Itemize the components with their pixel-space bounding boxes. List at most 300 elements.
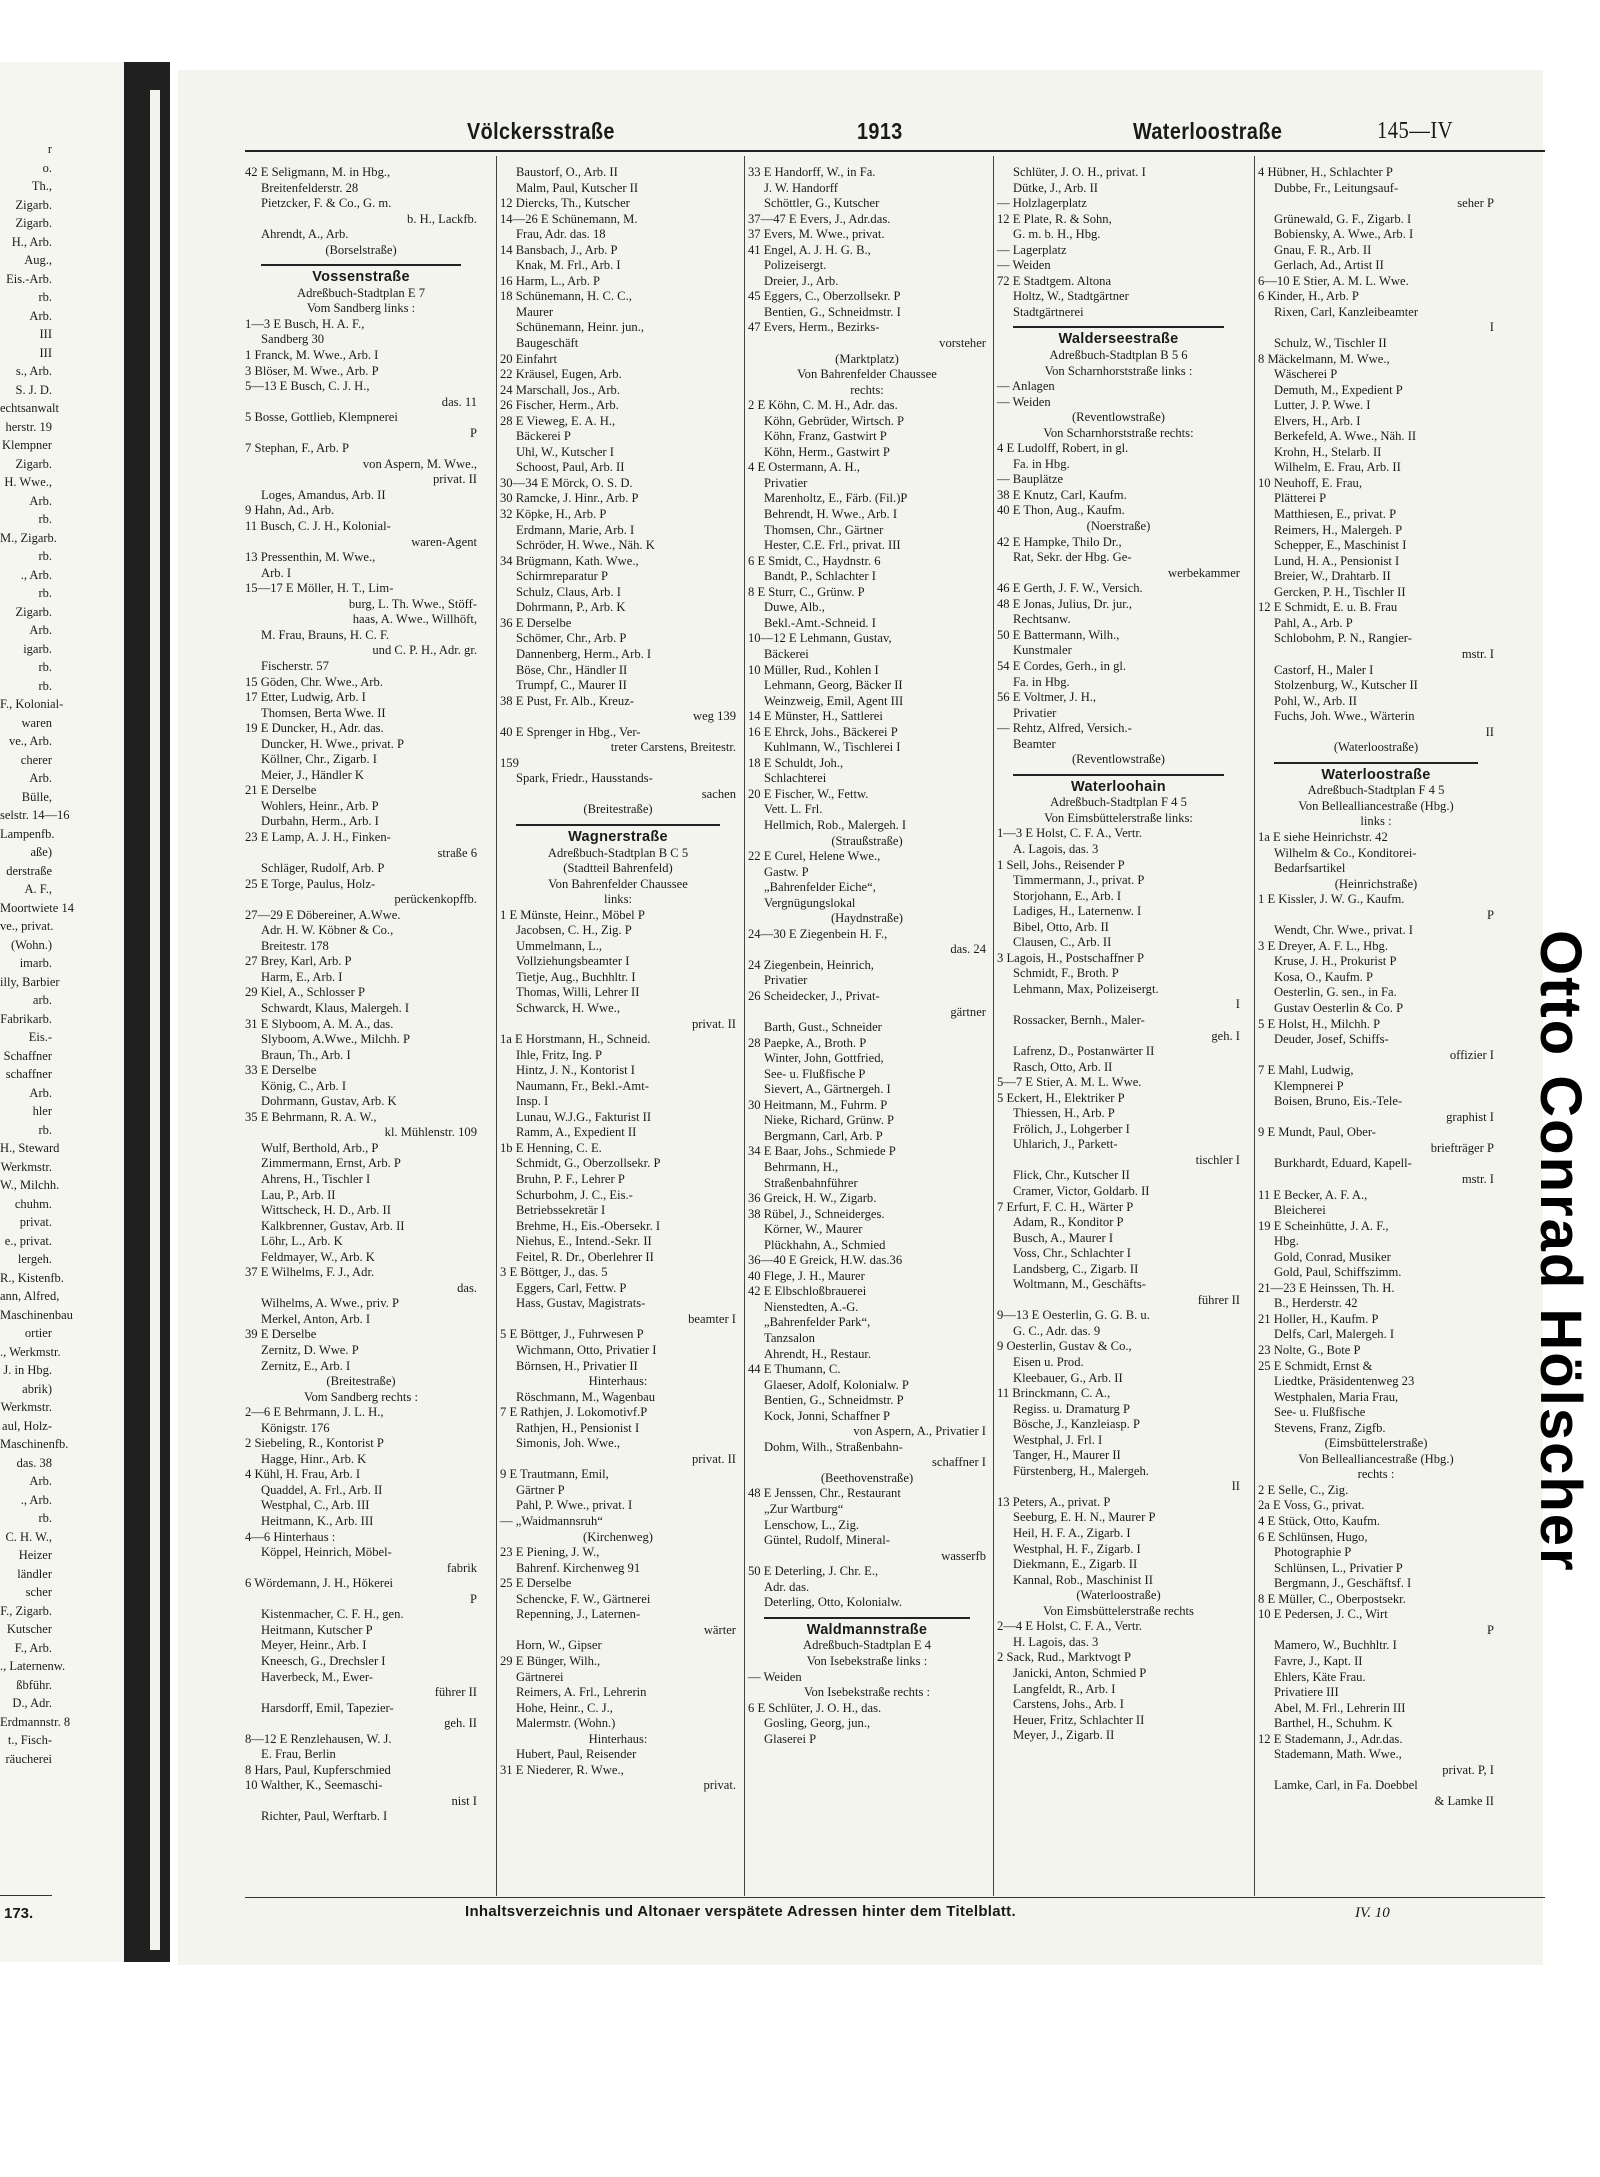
directory-entry: 33 E Handorff, W., in Fa. xyxy=(748,165,876,179)
directory-entry: 6 E Schlüter, J. O. H., das. xyxy=(748,1700,882,1715)
directory-entry: 7 Stephan, F., Arb. P xyxy=(245,441,349,456)
fragment-line: räucherei xyxy=(5,1751,52,1766)
directory-entry: 8 Hars, Paul, Kupferschmied xyxy=(245,1762,391,1777)
directory-entry: 37—47 E Evers, J., Adr.das. xyxy=(748,211,891,226)
entry-continuation: weg 139 xyxy=(692,709,736,724)
directory-entry: Wichmann, Otto, Privatier I xyxy=(516,1343,657,1358)
directory-entry: 26 Fischer, Herm., Arb. xyxy=(500,398,619,413)
directory-entry: Börnsen, H., Privatier II xyxy=(516,1358,638,1373)
directory-entry: Bruhn, P. F., Lehrer P xyxy=(516,1172,625,1186)
directory-entry: Feitel, R. Dr., Oberlehrer II xyxy=(516,1249,654,1264)
fragment-line: Schaffner xyxy=(3,1048,52,1063)
directory-entry: Kalkbrenner, Gustav, Arb. II xyxy=(261,1218,405,1233)
directory-entry: Schmidt, G., Oberzollsekr. P xyxy=(516,1156,661,1171)
directory-entry: „Bahrenfelder Park“, xyxy=(764,1315,871,1330)
fragment-line: t., Fisch- xyxy=(7,1733,52,1747)
directory-entry: 2 Sack, Rud., Marktvogt P xyxy=(997,1650,1131,1665)
directory-entry: 42 E Hampke, Thilo Dr., xyxy=(997,534,1122,549)
directory-entry: Köppel, Heinrich, Möbel- xyxy=(261,1545,392,1560)
directory-entry: Feldmayer, W., Arb. K xyxy=(261,1249,375,1264)
directory-entry: 25 E Torge, Paulus, Holz- xyxy=(245,876,376,891)
directory-entry: Tanger, H., Maurer II xyxy=(1013,1448,1121,1463)
fragment-line: Th., xyxy=(31,179,52,193)
entry-continuation: führer II xyxy=(434,1685,477,1700)
directory-entry: 37 Evers, M. Wwe., privat. xyxy=(748,227,885,242)
directory-entry: 4 Kühl, H. Frau, Arb. I xyxy=(245,1467,361,1482)
directory-note: rechts : xyxy=(1357,1467,1395,1482)
directory-entry: Landsberg, C., Zigarb. II xyxy=(1013,1261,1139,1276)
directory-entry: Bedarfsartikel xyxy=(1274,861,1346,876)
fragment-line: C. H. W., xyxy=(5,1529,52,1544)
directory-entry: G. m. b. H., Hbg. xyxy=(1013,227,1101,242)
directory-entry: 23 E Piening, J. W., xyxy=(500,1545,600,1560)
directory-entry: Westphal, H. F., Zigarb. I xyxy=(1013,1541,1141,1556)
directory-entry: Grünewald, G. F., Zigarb. I xyxy=(1274,211,1412,226)
fragment-line: hler xyxy=(32,1104,52,1118)
directory-entry: Clausen, C., Arb. II xyxy=(1013,935,1112,950)
directory-entry: Bibel, Otto, Arb. II xyxy=(1013,919,1109,934)
entry-continuation: I xyxy=(1235,997,1240,1012)
entry-continuation: fabrik xyxy=(446,1560,477,1575)
directory-entry: Thiessen, H., Arb. P xyxy=(1013,1106,1115,1121)
fragment-line: scher xyxy=(25,1585,52,1599)
entry-continuation: & Lamke II xyxy=(1434,1793,1494,1808)
directory-entry: Naumann, Fr., Bekl.-Amt- xyxy=(516,1078,649,1093)
directory-entry: 37 E Wilhelms, F. J., Adr. xyxy=(245,1265,375,1280)
header-rule xyxy=(245,150,1545,152)
directory-entry: Wäscherei P xyxy=(1274,367,1338,382)
directory-entry: Abel, M. Frl., Lehrerin III xyxy=(1274,1700,1406,1715)
directory-entry: Fürstenberg, H., Malergeh. xyxy=(1013,1463,1149,1478)
directory-entry: Reimers, H., Malergeh. P xyxy=(1274,522,1403,537)
section-rule xyxy=(1013,774,1224,776)
directory-entry: Lenschow, L., Zig. xyxy=(764,1517,860,1532)
directory-note: Adreßbuch-Stadtplan F 4 5 xyxy=(1307,783,1445,798)
directory-entry: Köhn, Gebrüder, Wirtsch. P xyxy=(764,413,905,428)
left-fragment-rule xyxy=(0,1895,52,1896)
directory-entry: Heitmann, Kutscher P xyxy=(261,1622,373,1637)
directory-entry: Wohlers, Heinr., Arb. P xyxy=(261,798,379,813)
directory-entry: Reimers, A. Frl., Lehrerin xyxy=(516,1685,647,1700)
directory-entry: 42 E Elbschloßbrauerei xyxy=(748,1284,867,1299)
directory-entry: 28 E Vieweg, E. A. H., xyxy=(500,413,616,428)
directory-entry: Kneesch, G., Drechsler I xyxy=(261,1653,386,1668)
directory-entry: Böse, Chr., Händler II xyxy=(516,662,628,677)
fragment-line: Arb. xyxy=(29,1474,52,1488)
directory-entry: 24 Marschall, Jos., Arb. xyxy=(500,382,620,397)
directory-entry: 14 E Münster, H., Sattlerei xyxy=(748,709,883,724)
directory-entry: Voss, Chr., Schlachter I xyxy=(1013,1246,1131,1261)
directory-note: Hinterhaus: xyxy=(588,1731,648,1746)
directory-entry: Dohrmann, Gustav, Arb. K xyxy=(261,1094,397,1109)
directory-entry: J. W. Handorff xyxy=(764,180,838,195)
directory-entry: 36 Greick, H. W., Zigarb. xyxy=(748,1191,877,1206)
directory-entry: Bleicherei xyxy=(1274,1203,1326,1218)
entry-continuation: treter Carstens, Breitestr. xyxy=(610,740,736,755)
directory-entry: Tanzsalon xyxy=(764,1331,815,1346)
directory-entry: Schencke, F. W., Gärtnerei xyxy=(516,1591,651,1606)
directory-entry: Plückhahn, A., Schmied xyxy=(764,1237,886,1252)
fragment-line: rb. xyxy=(38,549,52,563)
directory-entry: Schulz, Claus, Arb. I xyxy=(516,584,621,599)
directory-entry: 1 Franck, M. Wwe., Arb. I xyxy=(245,348,379,363)
directory-entry: Gercken, P. H., Tischler II xyxy=(1274,584,1406,599)
directory-entry: 34 Brügmann, Kath. Wwe., xyxy=(500,553,639,568)
directory-entry: 7 Erfurt, F. C. H., Wärter P xyxy=(997,1199,1134,1214)
directory-entry: 5—13 E Busch, C. J. H., xyxy=(245,379,370,394)
directory-entry: 8 Mäckelmann, M. Wwe., xyxy=(1258,351,1390,366)
directory-entry: 30 Heitmann, M., Fuhrm. P xyxy=(748,1097,888,1112)
fragment-line: ve., Arb. xyxy=(8,734,52,748)
fragment-line: Klempner xyxy=(2,438,52,452)
directory-entry: Glaeser, Adolf, Kolonialw. P xyxy=(764,1377,909,1392)
directory-entry: 48 E Jenssen, Chr., Restaurant xyxy=(748,1486,901,1501)
directory-entry: Bentien, G., Schneidmstr. P xyxy=(764,1393,904,1408)
directory-entry: Carstens, Johs., Arb. I xyxy=(1013,1697,1124,1712)
entry-continuation: gärtner xyxy=(950,1004,986,1019)
fragment-line: Arb. xyxy=(29,623,52,637)
directory-entry: 10 E Pedersen, J. C., Wirt xyxy=(1258,1607,1388,1622)
directory-entry: Regiss. u. Dramaturg P xyxy=(1013,1401,1130,1416)
directory-note: Adreßbuch-Stadtplan F 4 5 xyxy=(1050,795,1187,810)
directory-entry: 21 E Derselbe xyxy=(245,783,317,798)
directory-entry: Pohl, W., Arb. II xyxy=(1274,693,1357,708)
directory-entry: 8 E Sturr, C., Grünw. P xyxy=(748,584,865,599)
directory-note: (Haydnstraße) xyxy=(830,911,904,926)
directory-entry: Stevens, Franz, Zigfb. xyxy=(1274,1420,1386,1435)
directory-entry: 24 Ziegenbein, Heinrich, xyxy=(748,957,874,972)
fragment-line: igarb. xyxy=(23,641,52,656)
directory-entry: 5—7 E Stier, A. M. L. Wwe. xyxy=(997,1075,1142,1090)
entry-continuation: burg, L. Th. Wwe., Stöff- xyxy=(348,596,477,611)
directory-note: links: xyxy=(604,892,632,907)
directory-entry: 3 E Dreyer, A. F. L., Hbg. xyxy=(1258,938,1389,953)
directory-entry: Königstr. 176 xyxy=(261,1420,330,1435)
directory-entry: 1 E Kissler, J. W. G., Kaufm. xyxy=(1258,892,1405,907)
directory-entry: Köllner, Chr., Zigarb. I xyxy=(261,752,377,767)
directory-entry: Barthel, H., Schuhm. K xyxy=(1274,1716,1393,1731)
directory-note: rechts: xyxy=(850,382,884,397)
directory-entry: Heuer, Fritz, Schlachter II xyxy=(1013,1712,1145,1727)
directory-entry: Niehus, E., Intend.-Sekr. II xyxy=(516,1234,652,1249)
directory-entry: Harsdorff, Emil, Tapezier- xyxy=(261,1700,394,1715)
directory-entry: Weinzweig, Emil, Agent III xyxy=(764,693,904,708)
fragment-line: III xyxy=(39,327,52,341)
directory-entry: Lau, P., Arb. II xyxy=(261,1187,336,1202)
directory-entry: 9—13 E Oesterlin, G. G. B. u. xyxy=(997,1308,1150,1323)
directory-entry: Jacobsen, C. H., Zig. P xyxy=(516,923,632,938)
directory-entry: 14—26 E Schünemann, M. xyxy=(500,211,638,226)
directory-entry: Gosling, Georg, jun., xyxy=(764,1716,871,1731)
directory-entry: Janicki, Anton, Schmied P xyxy=(1013,1665,1147,1680)
directory-entry: Köhn, Herm., Gastwirt P xyxy=(764,444,890,459)
fragment-line: F., Zigarb. xyxy=(0,1603,52,1618)
directory-entry: 9 E Mundt, Paul, Ober- xyxy=(1258,1125,1376,1140)
entry-continuation: privat. II xyxy=(691,1016,736,1031)
directory-entry: Löhr, L., Arb. K xyxy=(261,1234,343,1249)
directory-entry: 8—12 E Renzlehausen, W. J. xyxy=(245,1731,392,1746)
directory-entry: Röschmann, M., Wagenbau xyxy=(516,1389,656,1404)
directory-entry: — Weiden xyxy=(748,1669,802,1684)
fragment-line: ve., privat. xyxy=(0,919,54,933)
directory-entry: 16 Harm, L., Arb. P xyxy=(500,273,601,288)
directory-note: Von Eimsbüttelerstraße rechts xyxy=(1043,1603,1194,1618)
directory-entry: Betriebssekretär I xyxy=(516,1203,606,1218)
fragment-line: Kutscher xyxy=(6,1622,52,1636)
directory-note: Von Scharnhorststraße rechts: xyxy=(1043,425,1194,440)
fragment-line: Erdmannstr. 8 xyxy=(0,1714,71,1729)
directory-entry: Straßenbahnführer xyxy=(764,1175,858,1190)
fragment-line: arb. xyxy=(32,993,52,1007)
directory-entry: Rixen, Carl, Kanzleibeamter xyxy=(1274,304,1419,319)
directory-entry: — Weiden xyxy=(997,394,1051,409)
column-divider xyxy=(1254,156,1255,1896)
directory-entry: Kunstmaler xyxy=(1013,643,1072,658)
directory-entry: — Holzlagerplatz xyxy=(997,196,1087,211)
directory-entry: 12 E Schmidt, E. u. B. Frau xyxy=(1258,600,1398,615)
directory-entry: Nienstedten, A.-G. xyxy=(764,1299,859,1314)
directory-entry: 1—3 E Busch, H. A. F., xyxy=(245,316,365,331)
directory-entry: 10 Neuhoff, E. Frau, xyxy=(1258,475,1362,490)
directory-entry: Bergmann, Carl, Arb. P xyxy=(764,1128,883,1143)
fragment-line: aße) xyxy=(30,845,52,859)
directory-entry: Baustorf, O., Arb. II xyxy=(516,165,618,179)
fragment-line: r xyxy=(47,142,52,156)
fragment-line: lergeh. xyxy=(17,1252,52,1266)
entry-continuation: privat. P, I xyxy=(1442,1762,1494,1777)
directory-note: Von Eimsbüttelerstraße links: xyxy=(1044,810,1193,825)
directory-entry: Winter, John, Gottfried, xyxy=(764,1051,884,1066)
directory-entry: 1a E Horstmann, H., Schneid. xyxy=(500,1032,651,1047)
fragment-line: Aug., xyxy=(24,253,52,267)
directory-entry: 1 Sell, Johs., Reisender P xyxy=(997,857,1125,872)
entry-continuation: von Aspern, A., Privatier I xyxy=(853,1424,986,1439)
directory-note: (Marktplatz) xyxy=(835,351,899,366)
directory-entry: Fa. in Hbg. xyxy=(1013,674,1070,689)
directory-entry: Ladiges, H., Laternenw. I xyxy=(1013,904,1142,919)
directory-note: (Waterloostraße) xyxy=(1333,740,1419,755)
directory-entry: 5 Eckert, H., Elektriker P xyxy=(997,1090,1125,1105)
directory-entry: 48 E Jonas, Julius, Dr. jur., xyxy=(997,596,1133,611)
entry-continuation: P xyxy=(1486,1622,1494,1637)
entry-continuation: vorsteher xyxy=(939,336,986,351)
directory-entry: 15—17 E Möller, H. T., Lim- xyxy=(245,581,394,596)
directory-entry: Vett. L. Frl. xyxy=(764,802,823,817)
column-3 xyxy=(748,165,986,1897)
column-5 xyxy=(1258,165,1494,1897)
entry-continuation: mstr. I xyxy=(1461,646,1494,661)
directory-entry: Plätterei P xyxy=(1274,491,1327,506)
directory-note: (Reventlowstraße) xyxy=(1071,410,1166,425)
directory-entry: Lutter, J. P. Wwe. I xyxy=(1274,398,1371,413)
directory-note: Hinterhaus: xyxy=(588,1374,648,1389)
fragment-line: Arb. xyxy=(29,771,52,785)
directory-entry: 25 E Schmidt, Ernst & xyxy=(1258,1358,1373,1373)
directory-entry: Thomas, Willi, Lehrer II xyxy=(516,985,640,1000)
entry-continuation: privat. II xyxy=(691,1451,736,1466)
directory-entry: Baugeschäft xyxy=(516,336,579,351)
fragment-line: R., Kistenfb. xyxy=(0,1270,64,1285)
directory-entry: 19 E Duncker, H., Adr. das. xyxy=(245,721,384,736)
directory-entry: Berkefeld, A. Wwe., Näh. II xyxy=(1274,429,1417,444)
fragment-line: rb. xyxy=(38,678,52,693)
directory-entry: Breitenfelderstr. 28 xyxy=(261,180,359,195)
directory-entry: 40 E Thon, Aug., Kaufm. xyxy=(997,503,1125,518)
fragment-line: Arb. xyxy=(29,308,52,323)
directory-entry: Lamke, Carl, in Fa. Doebbel xyxy=(1274,1778,1418,1793)
entry-continuation: tischler I xyxy=(1195,1152,1240,1167)
directory-entry: 19 E Scheinhütte, J. A. F., xyxy=(1258,1218,1389,1233)
directory-entry: 20 E Fischer, W., Fettw. xyxy=(748,786,869,801)
entry-continuation: geh. I xyxy=(1211,1028,1240,1043)
directory-entry: Schöttler, G., Kutscher xyxy=(764,196,880,211)
fragment-line: rb. xyxy=(38,1122,52,1137)
fragment-line: J. in Hbg. xyxy=(3,1363,52,1377)
directory-entry: Duwe, Alb., xyxy=(764,600,825,615)
entry-continuation: waren-Agent xyxy=(411,534,477,549)
street-heading: Walderseestraße xyxy=(1058,331,1179,348)
directory-entry: Richter, Paul, Werftarb. I xyxy=(261,1809,388,1824)
fragment-line: schaffner xyxy=(5,1067,52,1081)
directory-note: Vom Sandberg links : xyxy=(306,301,416,316)
directory-entry: 9 Hahn, Ad., Arb. xyxy=(245,503,335,518)
directory-entry: 31 E Niederer, R. Wwe., xyxy=(500,1762,624,1777)
directory-entry: — „Waidmannsruh“ xyxy=(500,1514,603,1529)
fragment-line: ländler xyxy=(17,1566,52,1581)
fragment-line: Werkmstr. xyxy=(0,1159,52,1174)
directory-entry: Westphal, C., Arb. III xyxy=(261,1498,370,1513)
directory-entry: Schlachterei xyxy=(764,771,827,786)
directory-entry: 5 E Böttger, J., Fuhrwesen P xyxy=(500,1327,644,1342)
side-caption xyxy=(1528,930,1600,1830)
directory-entry: 41 Engel, A. J. H. G. B., xyxy=(748,242,871,257)
directory-entry: Kuhlmann, W., Tischlerei I xyxy=(764,740,901,755)
directory-entry: Hass, Gustav, Magistrats- xyxy=(516,1296,646,1311)
directory-entry: Wilhelm, E. Frau, Arb. II xyxy=(1274,460,1401,475)
directory-entry: Glaserei P xyxy=(764,1731,817,1746)
directory-entry: 16 E Ehrck, Johs., Bäckerei P xyxy=(748,724,898,739)
directory-entry: 4 Hübner, H., Schlachter P xyxy=(1258,165,1393,179)
entry-continuation: kl. Mühlenstr. 109 xyxy=(384,1125,477,1140)
entry-continuation: von Aspern, M. Wwe., xyxy=(362,456,477,471)
directory-entry: Adr. das. xyxy=(764,1579,810,1594)
directory-entry: Insp. I xyxy=(516,1094,549,1109)
directory-entry: 35 E Behrmann, R. A. W., xyxy=(245,1109,377,1124)
directory-entry: Uhlarich, J., Parkett- xyxy=(1013,1137,1118,1152)
directory-entry: Hubert, Paul, Reisender xyxy=(516,1747,637,1762)
directory-entry: Boisen, Bruno, Eis.-Tele- xyxy=(1274,1094,1403,1109)
street-heading: Waterloostraße xyxy=(1321,766,1431,783)
entry-continuation: graphist I xyxy=(1446,1109,1494,1124)
entry-continuation: II xyxy=(1485,724,1494,739)
directory-entry: Ramm, A., Expedient II xyxy=(516,1125,637,1140)
directory-entry: Loges, Amandus, Arb. II xyxy=(261,487,386,502)
book-binding xyxy=(124,62,170,1962)
street-heading: Waldmannstraße xyxy=(806,1621,928,1638)
directory-entry: 10 Müller, Rud., Kohlen I xyxy=(748,662,879,677)
directory-entry: Fuchs, Joh. Wwe., Wärterin xyxy=(1274,709,1415,724)
directory-entry: Zimmermann, Ernst, Arb. P xyxy=(261,1156,401,1171)
directory-entry: Gold, Paul, Schiffszimm. xyxy=(1274,1265,1402,1280)
directory-entry: Westphal, J. Frl. I xyxy=(1013,1432,1103,1447)
directory-entry: Diekmann, E., Zigarb. II xyxy=(1013,1557,1138,1572)
entry-continuation: geh. II xyxy=(444,1716,477,1731)
directory-entry: 6 E Smidt, C., Haydnstr. 6 xyxy=(748,553,881,568)
entry-continuation: b. H., Lackfb. xyxy=(407,211,477,226)
directory-note: Von Belleallianсestraße (Hbg.) xyxy=(1298,798,1454,813)
directory-entry: Schoost, Paul, Arb. II xyxy=(516,460,625,475)
directory-entry: Hellmich, Rob., Malergeh. I xyxy=(764,817,907,832)
directory-entry: Fischerstr. 57 xyxy=(261,658,329,673)
directory-entry: See- u. Flußfische xyxy=(1274,1405,1366,1420)
directory-entry: Kannal, Rob., Maschinist II xyxy=(1013,1572,1153,1587)
directory-entry: Malermstr. (Wohn.) xyxy=(516,1716,616,1731)
column-2 xyxy=(500,165,736,1897)
directory-entry: Storjohann, E., Arb. I xyxy=(1013,888,1122,903)
street-heading: Vossenstraße xyxy=(312,269,410,286)
directory-entry: 54 E Cordes, Gerh., in gl. xyxy=(997,658,1127,673)
entry-continuation: seher P xyxy=(1457,196,1494,211)
directory-entry: „Zur Wartburg“ xyxy=(764,1502,844,1517)
directory-entry: — Lagerplatz xyxy=(997,242,1067,257)
directory-entry: Stademann, Math. Wwe., xyxy=(1274,1747,1402,1762)
directory-entry: Vergnügungslokal xyxy=(764,895,856,910)
fragment-line: M., Zigarb. xyxy=(0,530,57,545)
directory-entry: Oesterlin, G. sen., in Fa. xyxy=(1274,985,1397,1000)
directory-note: (Stadtteil Bahrenfeld) xyxy=(563,861,673,876)
directory-entry: Behrendt, H. Wwe., Arb. I xyxy=(764,507,898,522)
fragment-line: aul, Holz- xyxy=(2,1418,52,1433)
directory-entry: 5 E Holst, H., Milchh. P xyxy=(1258,1016,1381,1031)
fragment-line: rb. xyxy=(38,512,52,526)
directory-entry: Zernitz, E., Arb. I xyxy=(261,1358,351,1373)
directory-note: (Reventlowstraße) xyxy=(1071,752,1166,767)
directory-entry: 6 Kinder, H., Arb. P xyxy=(1258,289,1359,304)
entry-continuation: briefträger P xyxy=(1430,1140,1494,1155)
directory-entry: 4 E Ostermann, A. H., xyxy=(748,460,860,475)
directory-entry: Demuth, M., Expedient P xyxy=(1274,382,1403,397)
directory-entry: 40 E Sprenger in Hbg., Ver- xyxy=(500,724,641,739)
directory-note: (Eimsbüttelerstraße) xyxy=(1324,1436,1428,1451)
directory-note: (Noerstraße) xyxy=(1086,519,1151,534)
directory-entry: 13 Peters, A., privat. P xyxy=(997,1494,1111,1509)
directory-entry: Nieke, Richard, Grünw. P xyxy=(764,1113,894,1128)
directory-entry: Harm, E., Arb. I xyxy=(261,969,343,984)
fragment-line: (Wohn.) xyxy=(11,937,52,952)
directory-entry: Bäckerei P xyxy=(516,429,571,444)
fragment-line: F., Kolonial- xyxy=(0,697,64,711)
fragment-line: S. J. D. xyxy=(15,382,52,397)
directory-entry: 14 Bansbach, J., Arb. P xyxy=(500,242,618,257)
fragment-line: herstr. 19 xyxy=(5,419,52,434)
entry-continuation: privat. II xyxy=(432,472,477,487)
fragment-line: Maschinenfb. xyxy=(0,1437,69,1451)
header-left-street: Völckersstraße xyxy=(467,118,615,144)
fragment-line: ann, Alfred, xyxy=(0,1289,60,1303)
fragment-line: H., Steward xyxy=(0,1141,60,1155)
directory-entry: Gärtner P xyxy=(516,1482,565,1497)
directory-entry: Repenning, J., Laternen- xyxy=(516,1607,641,1622)
fragment-line: Eis.- xyxy=(28,1030,52,1044)
directory-entry: 72 E Stadtgem. Altona xyxy=(997,273,1112,288)
fragment-line: Werkmstr. xyxy=(0,1400,52,1414)
directory-entry: 12 E Stademann, J., Adr.das. xyxy=(1258,1731,1403,1746)
directory-entry: G. C., Adr. das. 9 xyxy=(1013,1323,1101,1338)
directory-entry: Behrmann, H., xyxy=(764,1160,839,1174)
entry-continuation: werbekammer xyxy=(1167,565,1240,580)
directory-entry: 10 Walther, K., Seemaschi- xyxy=(245,1778,383,1793)
directory-entry: Westphalen, Maria Frau, xyxy=(1274,1389,1399,1404)
